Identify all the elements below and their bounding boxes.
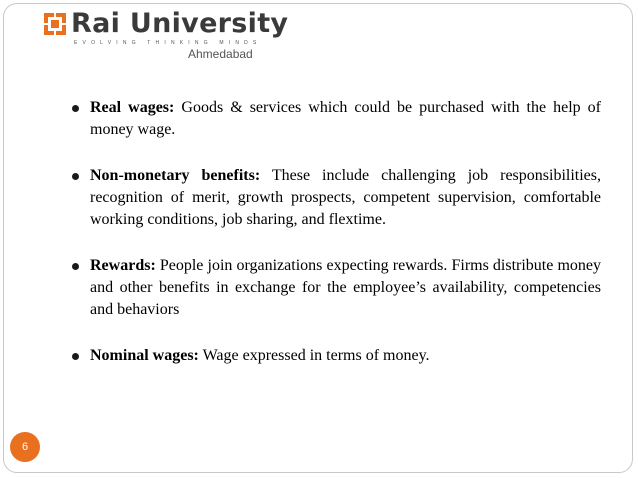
bullet-term: Nominal wages: [90,347,199,364]
bullet-term: Real wages: [90,99,175,116]
bullet-text: People join organizations expecting rewards. Firms distribute money and other benefits in exchange for the employee’s availability, competencies and behaviors [90,257,601,318]
bullet-rewards [70,255,601,321]
university-city: Ahmedabad [188,47,253,61]
university-logo-icon [44,13,66,35]
page-number-badge: 6 [10,432,40,462]
bullet-list [70,97,601,367]
bullet-real-wages [70,97,601,141]
bullet-dot-icon [72,105,79,112]
bullet-dot-icon [72,263,79,270]
slide-content [70,97,601,367]
bullet-nominal-wages [70,345,601,367]
bullet-non-monetary-benefits [70,165,601,231]
bullet-dot-icon [72,353,79,360]
university-tagline: EVOLVING THINKING MINDS [74,40,262,46]
bullet-dot-icon [72,173,79,180]
bullet-term: Rewards: [90,257,156,274]
bullet-text: These include challenging job responsibilities, recognition of merit, growth prospects, competent supervision, comfortable working conditions, job sharing, and flextime. [90,167,601,228]
bullet-text: Wage expressed in terms of money. [198,347,430,364]
university-logo [44,8,289,61]
university-name: Rai University [71,8,289,39]
bullet-text: Goods & services which could be purchased with the help of money wage. [90,99,602,138]
bullet-term: Non-monetary benefits: [90,167,261,184]
